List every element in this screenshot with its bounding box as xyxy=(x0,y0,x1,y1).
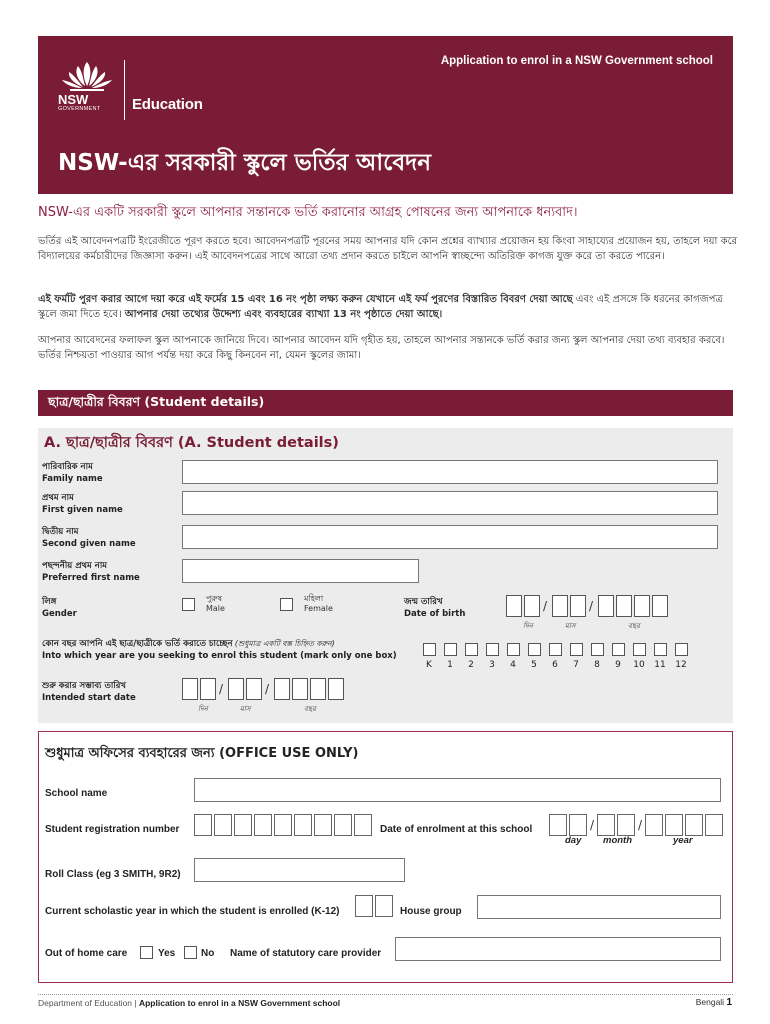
enrol-year-caption: year xyxy=(673,835,693,846)
year-label-12: 12 xyxy=(675,660,687,670)
preferred-name-field[interactable] xyxy=(182,559,419,583)
dob-year-digit-4[interactable] xyxy=(652,595,668,617)
office-use-title: শুধুমাত্র অফিসের ব্যবহারের জন্য (OFFICE USE ONLY) xyxy=(45,746,359,761)
enrol-year-bn-note: (শুধুমাত্র একটি বক্স চিহ্নিত করুন) xyxy=(232,639,335,648)
year-11-checkbox[interactable] xyxy=(654,643,667,656)
enrol-day-caption: day xyxy=(565,835,582,846)
intro-thanks: NSW-এর একটি সরকারী স্কুলে আপনার সন্তানকে ভর্তি করানোর আগ্রহ পোষনের জন্য আপনাকে ধন্যবাদ। xyxy=(38,205,578,220)
start-year-digit-2[interactable] xyxy=(292,678,308,700)
dob-day-digit-1[interactable] xyxy=(506,595,522,617)
year-7-checkbox[interactable] xyxy=(570,643,583,656)
dob-month-digit-2[interactable] xyxy=(570,595,586,617)
start-year-caption: বছর xyxy=(304,705,316,713)
header-tagline: Application to enrol in a NSW Government school xyxy=(440,55,713,67)
dob-slash-1: / xyxy=(543,599,548,613)
enrol-year-digit-1[interactable] xyxy=(645,814,663,836)
intro-paragraph-3: আপনার আবেদনের ফলাফল স্কুল আপনাকে জানিয়ে দিবে। আপনার আবেদন যদি গৃহীত হয়, তাহলে আপনার সন্তানকে ভর্তি করার জন্য স্কুল আপনার দেয়া তথ্য ব্যবহার করবে। ভর্তির নিশ্চয়তা পাওয়ার আগ পর্যন্ত দয়া করে কিছু কিনবেন না, যেমন স্কুলের জামা। xyxy=(38,335,725,361)
year-label-6: 6 xyxy=(552,660,558,670)
dob-month-caption: মাস xyxy=(565,622,576,630)
intro-p2-bold: এই ফর্মটি পুরণ করার আগে দয়া করে এই ফর্মের 15 এবং 16 নং পৃষ্ঠা লক্ষ্য করুন যেখানে এই ফর্ম পুরণের বিস্তারিত বিবরণ দেয়া আছে xyxy=(38,294,573,305)
enrol-year-label xyxy=(42,638,397,662)
year-10-checkbox[interactable] xyxy=(633,643,646,656)
enrol-day-digit-2[interactable] xyxy=(569,814,587,836)
dob-year-caption: বছর xyxy=(628,622,640,630)
year-2-checkbox[interactable] xyxy=(465,643,478,656)
footer-language: Bengali xyxy=(695,997,727,1007)
house-group-label: House group xyxy=(400,906,462,917)
second-given-name-field[interactable] xyxy=(182,525,718,549)
year-label-8: 8 xyxy=(594,660,600,670)
year-3-checkbox[interactable] xyxy=(486,643,499,656)
year-label-11: 11 xyxy=(654,660,666,670)
logo-education-text: Education xyxy=(132,96,203,113)
section-a-title xyxy=(44,432,339,456)
date-enrolment-label: Date of enrolment at this school xyxy=(380,824,533,835)
student-registration-label: Student registration number xyxy=(45,824,180,835)
start-month-digit-1[interactable] xyxy=(228,678,244,700)
start-year-digit-1[interactable] xyxy=(274,678,290,700)
scholastic-digit-1[interactable] xyxy=(355,895,373,917)
year-label-1: 1 xyxy=(447,660,453,670)
enrol-year-bn-main: কোন বছর আপনি এই ছাত্র/ছাত্রীকে ভর্তি করাতে চাচ্ছেন xyxy=(42,639,233,649)
enrol-year-digit-2[interactable] xyxy=(665,814,683,836)
section-a-heading: ছাত্র/ছাত্রীর বিবরণ (A. Student details) xyxy=(61,435,339,451)
year-4-checkbox[interactable] xyxy=(507,643,520,656)
house-group-field[interactable] xyxy=(477,895,721,919)
year-label-10: 10 xyxy=(633,660,645,670)
preferred-label-en: Preferred first name xyxy=(42,573,140,583)
preferred-name-label xyxy=(42,560,140,584)
intro-paragraph-2 xyxy=(38,292,738,322)
second-given-name-label xyxy=(42,526,136,550)
enrol-year-digit-3[interactable] xyxy=(685,814,703,836)
start-month-digit-2[interactable] xyxy=(246,678,262,700)
enrol-year-digit-4[interactable] xyxy=(705,814,723,836)
start-year-digit-3[interactable] xyxy=(310,678,326,700)
dob-label-bn: জন্ম তারিখ xyxy=(404,597,443,607)
reg-digit-9[interactable] xyxy=(354,814,372,836)
waratah-icon xyxy=(56,56,118,92)
family-name-label-en: Family name xyxy=(42,474,103,484)
enrol-year-label-en: Into which year are you seeking to enrol this student (mark only one box) xyxy=(42,651,397,661)
enrol-month-digit-1[interactable] xyxy=(597,814,615,836)
out-of-home-care-label: Out of home care xyxy=(45,948,128,959)
first-given-name-field[interactable] xyxy=(182,491,718,515)
male-label-bn: পুরুষ xyxy=(206,594,222,603)
footer-dept: Department of Education | xyxy=(38,998,139,1008)
office-use-panel xyxy=(38,731,733,983)
start-day-caption: দিন xyxy=(198,705,208,713)
statutory-care-field[interactable] xyxy=(395,937,721,961)
year-5-checkbox[interactable] xyxy=(528,643,541,656)
enrol-year-label-bn xyxy=(42,638,397,650)
dob-year-digit-1[interactable] xyxy=(598,595,614,617)
reg-digit-2[interactable] xyxy=(214,814,232,836)
school-name-field[interactable] xyxy=(194,778,721,802)
dob-year-digit-2[interactable] xyxy=(616,595,632,617)
year-label-9: 9 xyxy=(615,660,621,670)
roll-class-label: Roll Class (eg 3 SMITH, 9R2) xyxy=(45,869,181,880)
yes-label: Yes xyxy=(158,948,176,959)
start-slash-1: / xyxy=(219,682,224,696)
intro-paragraph-1: ভর্তির এই আবেদনপত্রটি ইংরেজীতে পূরণ করতে হবে। আবেদনপত্রটি পূরনের সময় আপনার যদি কোন প্রশ্নের ব্যাখ্যার প্রয়োজন হয় কিংবা সাহায্যের প্রয়োজন হয়, তাহলে দয়া করে বিদ্যালয়ের কর্মচারীদের জিজ্ঞাসা করুন। এই আবেদনপত্রের সাথে আরো তথ্য প্রদান করতে চাইলে আপনি স্বাচ্ছন্দ্যে অতিরিক্ত কাগজ যুক্ত করে তা করতে পারেন। xyxy=(38,236,738,262)
family-name-field[interactable] xyxy=(182,460,718,484)
reg-digit-3[interactable] xyxy=(234,814,252,836)
enrol-day-digit-1[interactable] xyxy=(549,814,567,836)
family-name-label-bn: পারিবারিক নাম xyxy=(42,462,93,472)
year-12-checkbox[interactable] xyxy=(675,643,688,656)
start-year-digit-4[interactable] xyxy=(328,678,344,700)
student-details-panel xyxy=(38,428,733,723)
enrol-slash-2: / xyxy=(638,818,643,832)
footer-text xyxy=(38,998,340,1008)
footer-divider xyxy=(38,994,733,995)
scholastic-year-label: Current scholastic year in which the student is enrolled (K-12) xyxy=(45,906,340,917)
logo-government-text: GOVERNMENT xyxy=(58,106,101,112)
second-given-label-bn: দ্বিতীয় নাম xyxy=(42,527,79,537)
dob-year-digit-3[interactable] xyxy=(634,595,650,617)
dob-month-digit-1[interactable] xyxy=(552,595,568,617)
female-label-en: Female xyxy=(304,604,333,613)
reg-digit-7[interactable] xyxy=(314,814,332,836)
reg-digit-4[interactable] xyxy=(254,814,272,836)
first-given-label-en: First given name xyxy=(42,505,123,515)
no-label: No xyxy=(201,948,215,959)
reg-digit-6[interactable] xyxy=(294,814,312,836)
female-label-bn: মহিলা xyxy=(304,594,324,603)
year-8-checkbox[interactable] xyxy=(591,643,604,656)
page-number xyxy=(696,997,732,1008)
out-of-home-no-checkbox[interactable] xyxy=(184,946,197,959)
female-label xyxy=(304,594,333,614)
intro-p2-normal: এবং এই প্রসঙ্গে কি ধরনের কাগজপত্র স্কুলে জমা দিতে হবে। xyxy=(38,294,723,320)
reg-digit-1[interactable] xyxy=(194,814,212,836)
dob-day-caption: দিন xyxy=(523,622,533,630)
gender-female-checkbox[interactable] xyxy=(280,598,293,611)
logo-nsw-text: NSW xyxy=(58,92,89,107)
start-date-label xyxy=(42,680,136,704)
year-label-4: 4 xyxy=(510,660,516,670)
footer-doc-title: Application to enrol in a NSW Government school xyxy=(138,998,341,1008)
start-date-label-bn: শুরু করার সম্ভাব্য তারিখ xyxy=(42,681,127,691)
year-9-checkbox[interactable] xyxy=(612,643,625,656)
enrol-slash-1: / xyxy=(590,818,595,832)
dob-slash-2: / xyxy=(589,599,594,613)
second-given-label-en: Second given name xyxy=(42,539,136,549)
year-1-checkbox[interactable] xyxy=(444,643,457,656)
header-banner xyxy=(38,36,733,194)
gender-label xyxy=(42,596,77,620)
male-label xyxy=(206,594,225,614)
out-of-home-yes-checkbox[interactable] xyxy=(140,946,153,959)
section-bar-student-details: ছাত্র/ছাত্রীর বিবরণ (Student details) xyxy=(38,390,733,416)
start-day-digit-1[interactable] xyxy=(182,678,198,700)
first-given-name-label xyxy=(42,492,123,516)
enrol-month-digit-2[interactable] xyxy=(617,814,635,836)
first-given-label-bn: প্রথম নাম xyxy=(42,493,74,503)
dob-label-en: Date of birth xyxy=(404,609,466,619)
year-label-2: 2 xyxy=(468,660,474,670)
gender-label-en: Gender xyxy=(42,609,77,619)
statutory-care-label: Name of statutory care provider xyxy=(230,948,382,959)
year-k-checkbox[interactable] xyxy=(423,643,436,656)
male-label-en: Male xyxy=(206,604,225,613)
section-a-letter: A. xyxy=(44,435,61,451)
year-6-checkbox[interactable] xyxy=(549,643,562,656)
logo-divider xyxy=(124,60,125,120)
start-month-caption: মাস xyxy=(240,705,251,713)
gender-male-checkbox[interactable] xyxy=(182,598,195,611)
dob-label xyxy=(404,596,465,620)
preferred-label-bn: পছন্দনীয় প্রথম নাম xyxy=(42,561,107,571)
family-name-label xyxy=(42,461,103,485)
start-day-digit-2[interactable] xyxy=(200,678,216,700)
year-label-k: K xyxy=(426,660,432,670)
start-date-label-en: Intended start date xyxy=(42,693,136,703)
year-label-3: 3 xyxy=(489,660,495,670)
school-name-label: School name xyxy=(45,788,108,799)
year-label-5: 5 xyxy=(531,660,537,670)
intro-p2-bold2: আপনার দেয়া তথ্যের উদ্দেশ্য এবং ব্যবহারের ব্যাখ্যা 13 নং পৃষ্ঠাতে দেয়া আছে। xyxy=(124,309,443,320)
reg-digit-8[interactable] xyxy=(334,814,352,836)
reg-digit-5[interactable] xyxy=(274,814,292,836)
year-label-7: 7 xyxy=(573,660,579,670)
roll-class-field[interactable] xyxy=(194,858,405,882)
enrol-month-caption: month xyxy=(603,835,633,846)
nsw-education-logo xyxy=(56,56,246,126)
scholastic-digit-2[interactable] xyxy=(375,895,393,917)
gender-label-bn: লিঙ্গ xyxy=(42,597,57,607)
dob-day-digit-2[interactable] xyxy=(524,595,540,617)
page-title: NSW-এর সরকারী স্কুলে ভর্তির আবেদন xyxy=(58,150,431,176)
start-slash-2: / xyxy=(265,682,270,696)
footer-page: 1 xyxy=(726,997,732,1008)
